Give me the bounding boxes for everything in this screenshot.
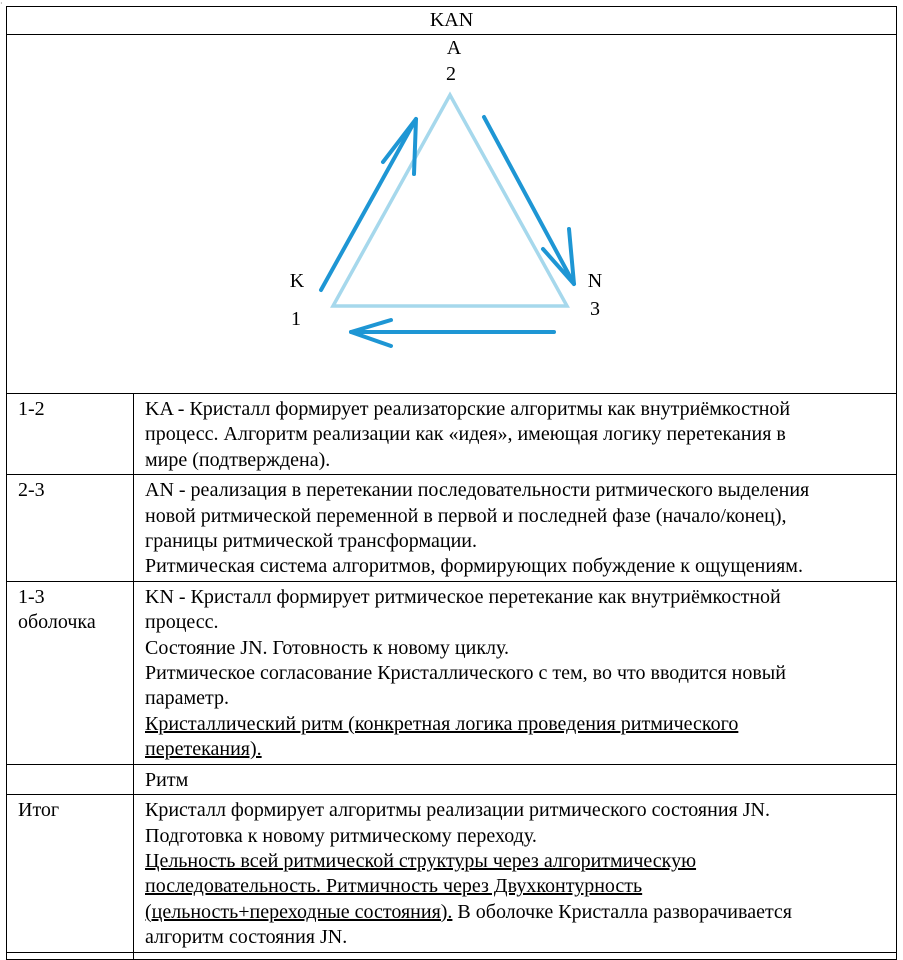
row-label (7, 764, 134, 794)
title-row (7, 7, 897, 35)
kan-triangle-diagram (7, 35, 897, 393)
text-line: KN - Кристалл формирует ритмическое перетекание как внутриёмкостной (145, 585, 781, 608)
underlined-line: перетекания). (145, 738, 262, 761)
text-line: Подготовка к новому ритмическому переходу. (145, 824, 537, 847)
arrow-n-to-k (351, 320, 554, 346)
table-title: KAN (7, 7, 897, 35)
table-row (7, 475, 897, 582)
vertex-n-letter: N (587, 270, 603, 292)
text-line: параметр. (145, 687, 229, 710)
arrow-a-to-n (484, 117, 574, 284)
corner-mark: · (0, 0, 3, 8)
table-row (7, 394, 897, 475)
row-text (134, 394, 897, 475)
text-line: AN - реализация в перетекании последовательности ритмического выделения (145, 479, 810, 502)
table-row (7, 581, 897, 764)
underlined-line: Цельность всей ритмической структуры через алгоритмическую (145, 849, 697, 872)
empty-bottom-row (7, 952, 897, 959)
vertex-a-letter: A (446, 37, 462, 59)
kan-table (6, 6, 897, 960)
text-line: Ритмическое согласование Кристаллического с тем, во что вводится новый (145, 662, 786, 685)
empty-cell (7, 952, 134, 959)
vertex-a-number: 2 (446, 63, 456, 85)
text-line: Ритм (145, 768, 189, 791)
text-line: алгоритм состояния JN. (145, 926, 348, 949)
text-line: границы ритмической трансформации. (145, 530, 477, 553)
mixed-line (145, 900, 888, 925)
text-line: Ритмическая система алгоритмов, формирующих побуждение к ощущениям. (145, 555, 803, 578)
row-label (7, 581, 134, 764)
row-text (134, 581, 897, 764)
document-page (6, 6, 896, 960)
vertex-k-letter: K (289, 270, 305, 292)
row-text (134, 764, 897, 794)
text-line: Состояние JN. Готовность к новому циклу. (145, 636, 510, 659)
text-line: процесс. (145, 611, 219, 634)
row-label-line: Итог (18, 799, 60, 822)
vertex-k-number: 1 (291, 308, 301, 330)
row-label (7, 394, 134, 475)
triangle (333, 95, 567, 306)
text-line: новой ритмической переменной в первой и последней фазе (начало/конец), (145, 504, 787, 527)
text-line: процесс. Алгоритм реализации как «идея», имеющая логику перетекания в (145, 423, 786, 446)
diagram-cell (7, 35, 897, 394)
underlined-line: Кристаллический ритм (конкретная логика проведения ритмического (145, 712, 739, 735)
row-label (7, 475, 134, 582)
row-label (7, 795, 134, 952)
row-label-line: оболочка (18, 611, 96, 634)
text-line: мире (подтверждена). (145, 448, 331, 471)
row-label-line: 2-3 (18, 479, 45, 502)
text-line: Кристалл формирует алгоритмы реализации ритмического состояния JN. (145, 799, 770, 822)
row-text (134, 795, 897, 952)
row-text (134, 475, 897, 582)
table-row (7, 764, 897, 794)
row-label-line: 1-2 (18, 398, 45, 420)
underlined-line: последовательность. Ритмичность через Двухконтурность (145, 875, 643, 898)
table-row (7, 795, 897, 952)
mixed-underlined-part: (цельность+переходные состояния). (145, 900, 453, 923)
row-label-line: 1-3 (18, 585, 45, 608)
text-line: KA - Кристалл формирует реализаторские алгоритмы как внутриёмкостной (145, 398, 791, 420)
mixed-plain-part: В оболочке Кристалла разворачивается (452, 900, 793, 923)
empty-cell (134, 952, 897, 959)
arrow-k-to-a (321, 119, 416, 290)
diagram-row (7, 35, 897, 394)
vertex-n-number: 3 (590, 298, 600, 320)
